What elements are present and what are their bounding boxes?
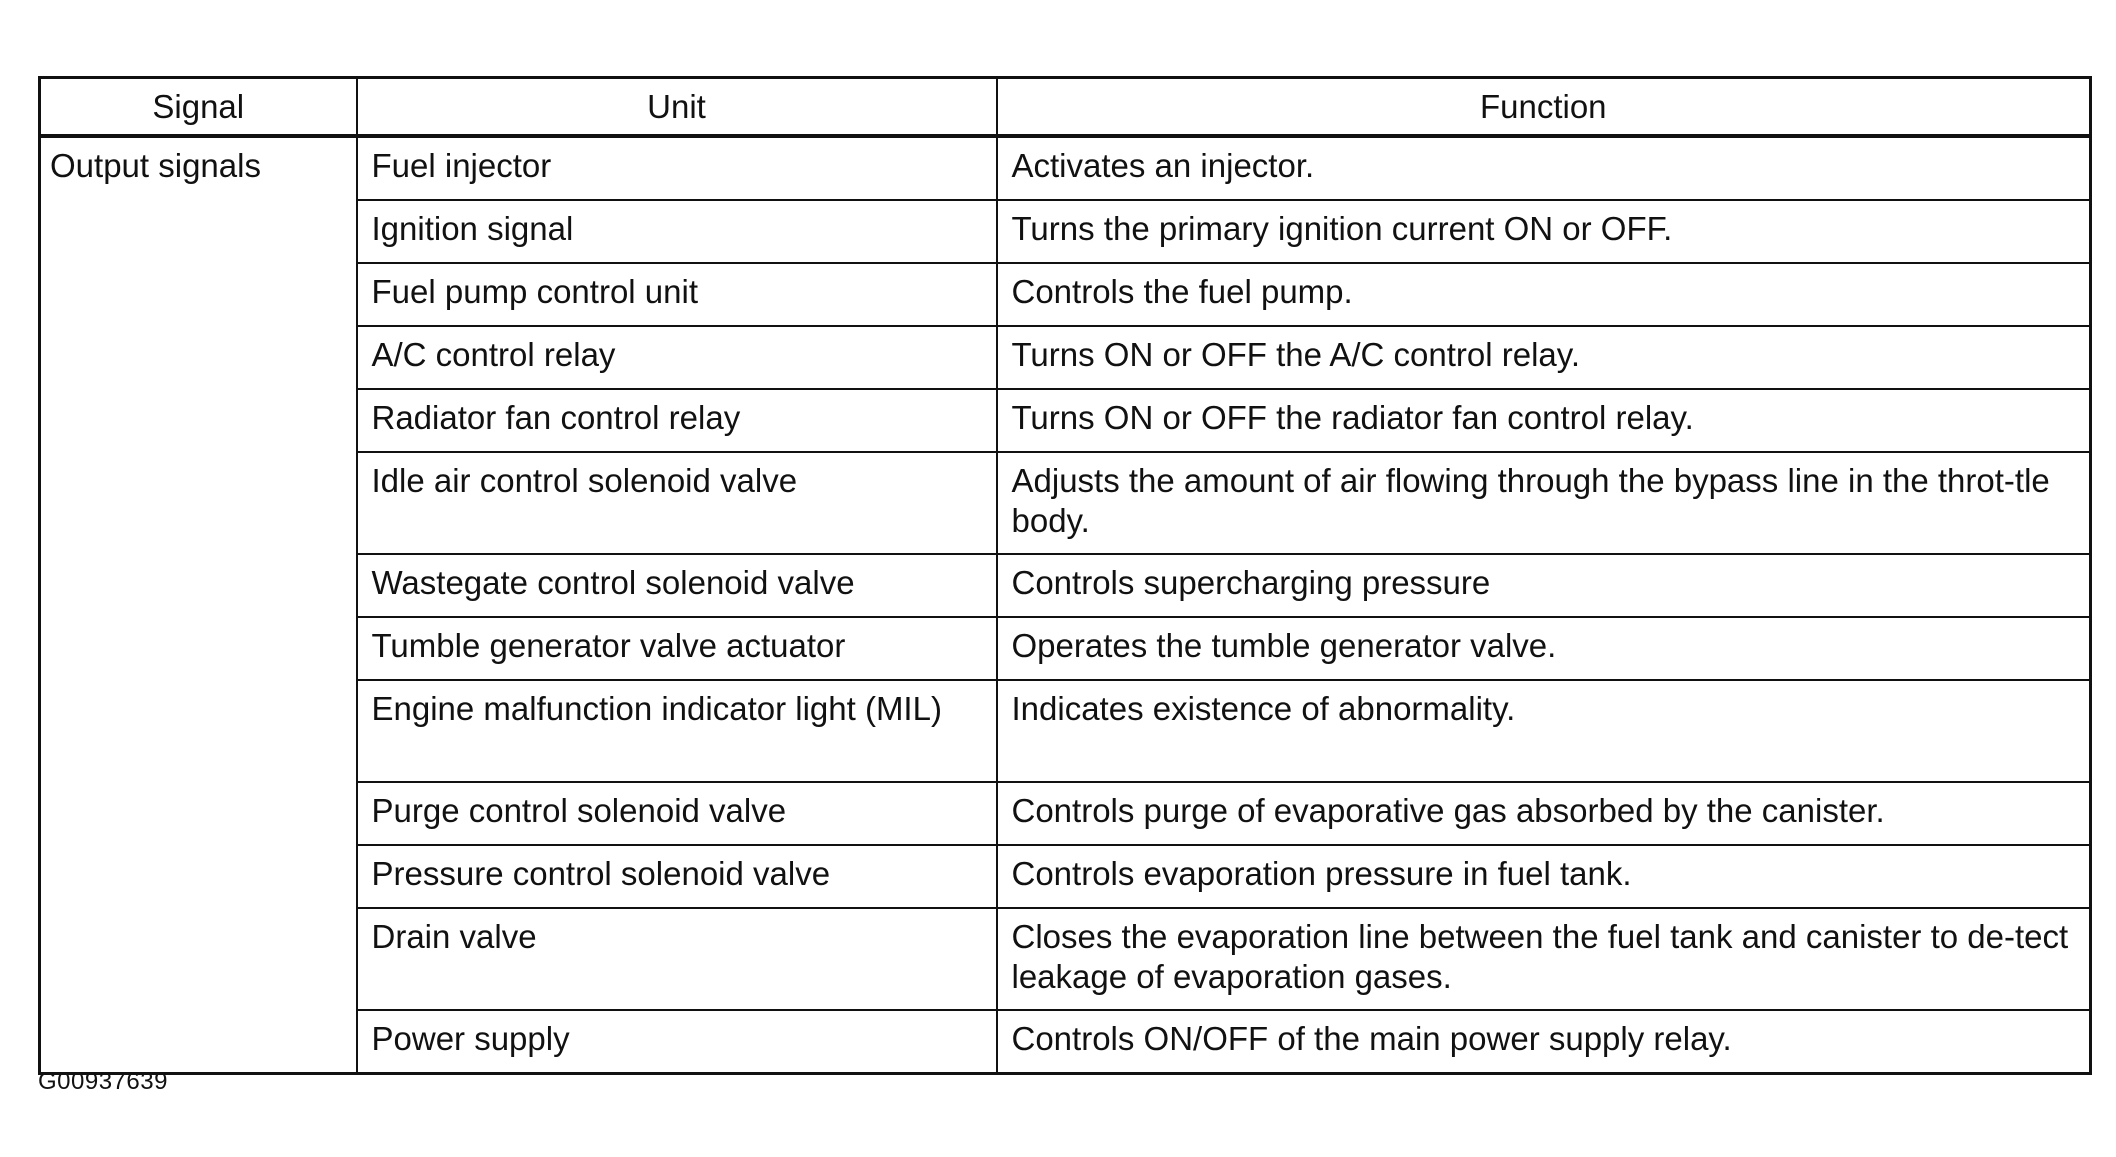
unit-cell: Fuel pump control unit bbox=[357, 263, 997, 326]
function-cell: Controls ON/OFF of the main power supply relay. bbox=[997, 1010, 2091, 1074]
unit-cell: Engine malfunction indicator light (MIL) bbox=[357, 680, 997, 782]
unit-cell: A/C control relay bbox=[357, 326, 997, 389]
unit-cell: Ignition signal bbox=[357, 200, 997, 263]
unit-cell: Wastegate control solenoid valve bbox=[357, 554, 997, 617]
header-function: Function bbox=[997, 78, 2091, 137]
unit-cell: Drain valve bbox=[357, 908, 997, 1010]
unit-cell: Radiator fan control relay bbox=[357, 389, 997, 452]
function-cell: Turns ON or OFF the radiator fan control relay. bbox=[997, 389, 2091, 452]
figure-code: G00937639 bbox=[38, 1068, 168, 1095]
function-cell: Turns the primary ignition current ON or OFF. bbox=[997, 200, 2091, 263]
function-cell: Indicates existence of abnormality. bbox=[997, 680, 2091, 782]
unit-cell: Fuel injector bbox=[357, 136, 997, 200]
function-cell: Controls evaporation pressure in fuel tank. bbox=[997, 845, 2091, 908]
signal-group-cell: Output signals bbox=[40, 136, 357, 1074]
unit-cell: Tumble generator valve actuator bbox=[357, 617, 997, 680]
function-cell: Adjusts the amount of air flowing through the bypass line in the throt-tle body. bbox=[997, 452, 2091, 554]
function-cell: Activates an injector. bbox=[997, 136, 2091, 200]
function-cell: Turns ON or OFF the A/C control relay. bbox=[997, 326, 2091, 389]
signal-table-container bbox=[38, 76, 2092, 1057]
header-unit: Unit bbox=[357, 78, 997, 137]
table-header-row bbox=[40, 78, 2091, 137]
function-cell: Controls supercharging pressure bbox=[997, 554, 2091, 617]
header-signal: Signal bbox=[40, 78, 357, 137]
function-cell: Controls the fuel pump. bbox=[997, 263, 2091, 326]
output-signal-table bbox=[38, 76, 2092, 1075]
function-cell: Operates the tumble generator valve. bbox=[997, 617, 2091, 680]
function-cell: Closes the evaporation line between the fuel tank and canister to de-tect leakage of evaporation gases. bbox=[997, 908, 2091, 1010]
unit-cell: Idle air control solenoid valve bbox=[357, 452, 997, 554]
unit-cell: Power supply bbox=[357, 1010, 997, 1074]
unit-cell: Purge control solenoid valve bbox=[357, 782, 997, 845]
function-cell: Controls purge of evaporative gas absorbed by the canister. bbox=[997, 782, 2091, 845]
unit-cell: Pressure control solenoid valve bbox=[357, 845, 997, 908]
table-row bbox=[40, 136, 2091, 200]
